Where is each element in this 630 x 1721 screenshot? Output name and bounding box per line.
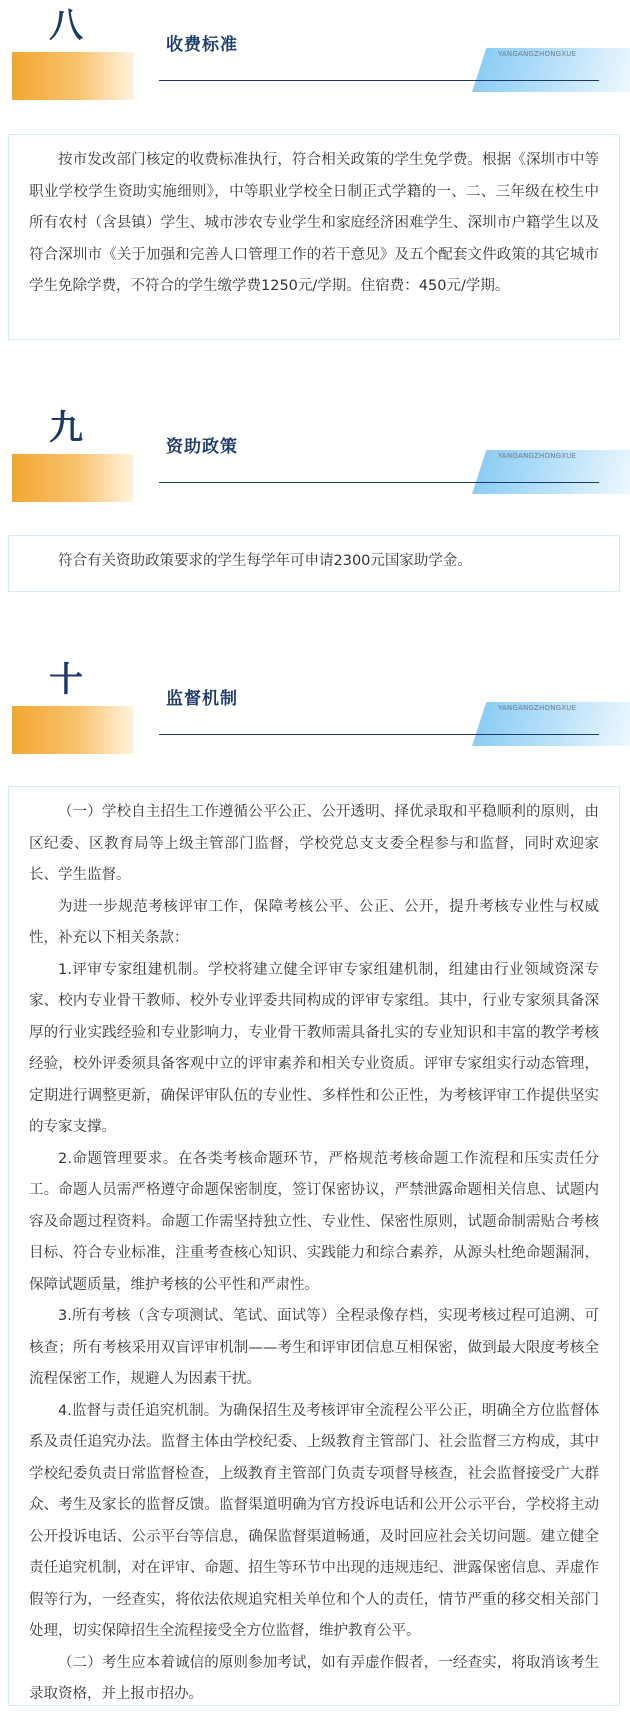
section-number: 九 [49, 408, 83, 448]
title-underline [159, 482, 599, 483]
section-title: 监督机制 [166, 689, 238, 709]
paragraph: 3.所有考核（含专项测试、笔试、面试等）全程录像存档，实现考核过程可追溯、可核查；所有考核采用双盲评审机制——考生和评审团信息互相保密，做到最大限度考核全流程保密工作，规避人为因素干扰。 [29, 1308, 599, 1387]
title-underline [159, 734, 599, 735]
section-title: 收费标准 [166, 35, 238, 55]
content-box-supervision [8, 786, 620, 1706]
watermark-text: YANGANGZHONGXUE [498, 50, 577, 58]
decor-orange-block [12, 454, 134, 502]
decor-orange-block [12, 706, 134, 754]
paragraph: 符合有关资助政策要求的学生每学年可申请2300元国家助学金。 [58, 553, 472, 569]
content-box-fees [8, 134, 620, 340]
watermark-text: YANGANGZHONGXUE [498, 452, 577, 460]
paragraph: （二）考生应本着诚信的原则参加考试，如有弄虚作假者，一经查实，将取消该考生录取资格，并上报市招办。 [29, 1654, 599, 1702]
content-box-aid [8, 535, 620, 592]
paragraph: （一）学校自主招生工作遵循公平公正、公开透明、择优录取和平稳顺利的原则，由区纪委、区教育局等上级主管部门监督，学校党总支支委全程参与和监督，同时欢迎家长、学生监督。 [29, 804, 599, 883]
decor-orange-block [12, 52, 134, 100]
section-header-aid [0, 402, 630, 502]
section-title: 资助政策 [166, 437, 238, 457]
section-header-fees [0, 0, 630, 100]
paragraph: 为进一步规范考核评审工作，保障考核公平、公正、公开，提升考核专业性与权威性，补充以下相关条款： [29, 898, 599, 946]
paragraph: 4.监督与责任追究机制。为确保招生及考核评审全流程公平公正，明确全方位监督体系及责任追究办法。监督主体由学校纪委、上级教育主管部门、社会监督三方构成，其中学校纪委负责日常监督检查，上级教育主管部门负责专项督导核查，社会监督接受广大群众、考生及家长的监督反馈。监督渠道明确为官方投诉电话和公开公示平台，学校将主动公开投诉电话、公示平台等信息，确保监督渠道畅通，及时回应社会关切问题。建立健全责任追究机制，对在评审、命题、招生等环节中出现的违规违纪、泄露保密信息、弄虚作假等行为，一经查实，将依法依规追究相关单位和个人的责任，情节严重的移交相关部门处理，切实保障招生全流程接受全方位监督，维护教育公平。 [29, 1402, 599, 1639]
paragraph: 1.评审专家组建机制。学校将建立健全评审专家组建机制，组建由行业领域资深专家、校内专业骨干教师、校外专业评委共同构成的评审专家组。其中，行业专家须具备深厚的行业实践经验和专业影响力，专业骨干教师需具备扎实的专业知识和丰富的教学考核经验，校外评委须具备客观中立的评审素养和相关专业资质。评审专家组实行动态管理，定期进行调整更新，确保评审队伍的专业性、多样性和公正性，为考核评审工作提供坚实的专家支撑。 [29, 961, 599, 1135]
section-number: 八 [49, 6, 83, 46]
title-underline [159, 80, 599, 81]
paragraph: 按市发改部门核定的收费标准执行，符合相关政策的学生免学费。根据《深圳市中等职业学校学生资助实施细则》，中等职业学校全日制正式学籍的一、二、三年级在校生中所有农村（含县镇）学生、城市涉农专业学生和家庭经济困难学生、深圳市户籍学生以及符合深圳市《关于加强和完善人口管理工作的若干意见》及五个配套文件政策的其它城市学生免除学费，不符合的学生缴学费1250元/学期。住宿费：450元/学期。 [29, 152, 599, 294]
section-header-supervision [0, 654, 630, 754]
paragraph: 2.命题管理要求。在各类考核命题环节，严格规范考核命题工作流程和压实责任分工。命题人员需严格遵守命题保密制度，签订保密协议，严禁泄露命题相关信息、试题内容及命题过程资料。命题工作需坚持独立性、专业性、保密性原则，试题命制需贴合考核目标、符合专业标准，注重考查核心知识、实践能力和综合素养，从源头杜绝命题漏洞，保障试题质量，维护考核的公平性和严肃性。 [29, 1150, 599, 1293]
section-number: 十 [49, 660, 83, 700]
watermark-text: YANGANGZHONGXUE [498, 704, 577, 712]
